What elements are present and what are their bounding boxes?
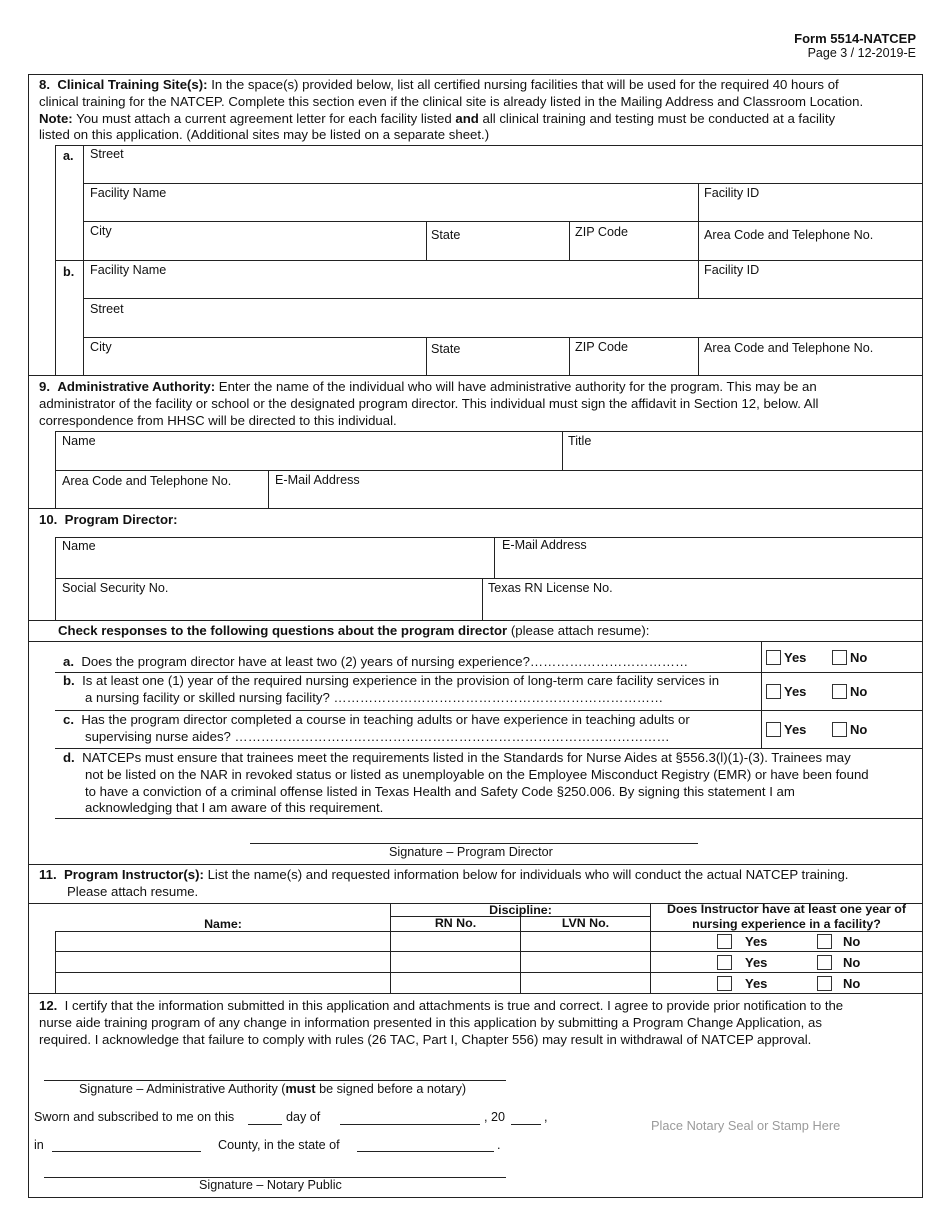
director-ssn-input[interactable]	[56, 597, 481, 619]
page-info: Page 3 / 12-2019-E	[807, 46, 916, 60]
question-c: c. Has the program director completed a course in teaching adults or have experience in teaching adults or supervising nurse aides? ………………………………………………………………………………………	[63, 712, 690, 744]
director-ssn-label: Social Security No.	[62, 581, 169, 595]
site-a-zip-label: ZIP Code	[575, 225, 628, 239]
col-name-header: Name:	[204, 917, 242, 931]
director-questions-heading: Check responses to the following questions about the program director (please attach resume):	[58, 623, 650, 638]
site-b-facility-name-label: Facility Name	[90, 263, 167, 277]
in-label: in	[34, 1138, 44, 1152]
section-9-title: Administrative Authority:	[57, 379, 216, 394]
site-b-state-label: State	[431, 342, 461, 356]
site-a-facility-id-label: Facility ID	[704, 186, 760, 200]
instructor-1-no-checkbox[interactable]	[817, 934, 832, 949]
question-a-yes-label: Yes	[784, 650, 807, 665]
instructor-2-rn-input[interactable]	[391, 952, 520, 972]
instructor-3-lvn-input[interactable]	[521, 973, 650, 993]
form-number: Form 5514-NATCEP	[794, 31, 916, 46]
question-c-no-checkbox[interactable]	[832, 722, 847, 737]
site-a-phone-input[interactable]	[699, 243, 921, 260]
day-of-label: day of	[286, 1110, 321, 1124]
director-signature-label: Signature – Program Director	[389, 845, 553, 859]
question-c-no-label: No	[850, 722, 868, 737]
admin-phone-input[interactable]	[56, 489, 267, 507]
site-b-street-label: Street	[90, 302, 124, 316]
site-a-facility-name-input[interactable]	[84, 201, 697, 221]
site-a-street-input[interactable]	[84, 162, 922, 182]
section-8-intro: 8. Clinical Training Site(s): In the space(s) provided below, list all certified nursing facilities that will be used for the required 40 hours of clinical training for the NATCEP. Complete this section even if the clinical site is already listed in the Mailing Address and Classroom Location. Note: You must attach a current agreement letter for each facility listed and all clinical training and testing must be conducted at a facility listed on this application. (Additional sites may be listed on a separate sheet.)	[39, 77, 864, 143]
notary-seal-placeholder: Place Notary Seal or Stamp Here	[651, 1118, 841, 1133]
admin-name-label: Name	[62, 434, 96, 448]
instructor-3-no-checkbox[interactable]	[817, 976, 832, 991]
sworn-label: Sworn and subscribed to me on this	[34, 1110, 235, 1124]
site-b-facility-id-input[interactable]	[699, 278, 921, 298]
director-rn-license-input[interactable]	[483, 597, 921, 619]
section-8-title: Clinical Training Site(s):	[57, 77, 208, 92]
section-9-intro: 9. Administrative Authority: Enter the name of the individual who will have administrative authority for the program. This may be an administrator of the facility or school or the designated program director. This individual must sign the affidavit in Section 12, below. All correspondence from HHSC will be directed to this individual.	[39, 379, 819, 428]
admin-signature-input[interactable]	[44, 1060, 506, 1080]
question-b-yes-checkbox[interactable]	[766, 684, 781, 699]
instructor-1-no-label: No	[843, 934, 861, 949]
section-12-certification: 12. I certify that the information submitted in this application and attachments is true and correct. I agree to provide prior notification to the nurse aide training program of any change in information presented in this application by submitting a Program Change Application, as required. I acknowledge that failure to comply with rules (26 TAC, Part I, Chapter 556) may result in withdrawal of NATCEP approval.	[39, 998, 844, 1047]
county-input[interactable]	[52, 1137, 201, 1151]
state-period: .	[497, 1138, 501, 1152]
instructor-2-yes-checkbox[interactable]	[717, 955, 732, 970]
site-a-facility-name-label: Facility Name	[90, 186, 167, 200]
instructor-3-no-label: No	[843, 976, 861, 991]
instructor-3-rn-input[interactable]	[391, 973, 520, 993]
site-b-facility-name-input[interactable]	[84, 278, 697, 298]
instructor-3-yes-checkbox[interactable]	[717, 976, 732, 991]
site-a-street-label: Street	[90, 147, 124, 161]
question-b: b. Is at least one (1) year of the required nursing experience in the provision of long-term care facility services in a nursing facility or skilled nursing facility? …………………………………………………………………	[63, 673, 720, 705]
admin-title-input[interactable]	[563, 449, 921, 469]
question-b-no-label: No	[850, 684, 868, 699]
question-a-no-label: No	[850, 650, 868, 665]
site-b-city-label: City	[90, 340, 112, 354]
director-rn-license-label: Texas RN License No.	[488, 581, 613, 595]
instructor-2-no-checkbox[interactable]	[817, 955, 832, 970]
site-b-facility-id-label: Facility ID	[704, 263, 760, 277]
instructor-1-rn-input[interactable]	[391, 932, 520, 951]
admin-phone-label: Area Code and Telephone No.	[62, 474, 232, 488]
director-name-input[interactable]	[56, 555, 493, 577]
col-lvn-header: LVN No.	[561, 916, 610, 930]
sworn-day-input[interactable]	[248, 1110, 282, 1124]
county-label: County, in the state of	[218, 1138, 340, 1152]
admin-email-input[interactable]	[269, 488, 921, 507]
instructor-2-yes-label: Yes	[745, 955, 768, 970]
instructor-3-yes-label: Yes	[745, 976, 768, 991]
instructor-2-no-label: No	[843, 955, 861, 970]
site-b-phone-label: Area Code and Telephone No.	[704, 341, 874, 355]
site-b-state-input[interactable]	[427, 358, 568, 374]
section-11-intro: 11. Program Instructor(s): List the name(s) and requested information below for individuals who will conduct the actual NATCEP training. Please attach resume.	[39, 867, 849, 899]
year-comma: ,	[544, 1110, 548, 1124]
site-a-zip-input[interactable]	[570, 240, 697, 260]
col-discipline-header: Discipline:	[489, 903, 552, 917]
question-a: a. Does the program director have at least two (2) years of nursing experience?………………………………	[63, 654, 689, 669]
site-a-state-input[interactable]	[427, 243, 568, 260]
section-11-title: Program Instructor(s):	[63, 867, 204, 882]
question-b-yes-label: Yes	[784, 684, 807, 699]
instructor-1-yes-label: Yes	[745, 934, 768, 949]
sworn-month-input[interactable]	[340, 1110, 480, 1124]
site-b-street-input[interactable]	[84, 317, 922, 337]
sworn-year-input[interactable]	[511, 1110, 541, 1124]
instructor-2-lvn-input[interactable]	[521, 952, 650, 972]
site-a-city-label: City	[90, 224, 112, 238]
instructor-3-name-input[interactable]	[56, 973, 390, 993]
site-a-state-label: State	[431, 228, 461, 242]
question-a-yes-checkbox[interactable]	[766, 650, 781, 665]
site-a-letter: a.	[63, 149, 74, 163]
director-email-input[interactable]	[495, 554, 921, 577]
director-name-label: Name	[62, 539, 96, 553]
admin-name-input[interactable]	[56, 449, 561, 469]
col-rn-header: RN No.	[434, 916, 477, 930]
site-a-phone-label: Area Code and Telephone No.	[704, 228, 874, 242]
admin-email-label: E-Mail Address	[275, 473, 360, 487]
director-email-label: E-Mail Address	[502, 538, 587, 552]
question-a-no-checkbox[interactable]	[832, 650, 847, 665]
section-10-title: 10. Program Director:	[39, 512, 178, 527]
admin-title-label: Title	[568, 434, 592, 448]
question-c-yes-checkbox[interactable]	[766, 722, 781, 737]
site-b-city-input[interactable]	[84, 355, 425, 374]
col-experience-header: Does Instructor have at least one year of nursing experience in a facility?	[667, 902, 906, 931]
director-signature-input[interactable]	[250, 822, 698, 843]
year-prefix-label: , 20	[484, 1110, 506, 1124]
site-a-city-input[interactable]	[84, 240, 425, 260]
site-b-zip-label: ZIP Code	[575, 340, 628, 354]
question-c-yes-label: Yes	[784, 722, 807, 737]
instructor-1-lvn-input[interactable]	[521, 932, 650, 951]
instructor-1-name-input[interactable]	[56, 932, 390, 951]
state-input[interactable]	[357, 1137, 494, 1151]
site-b-zip-input[interactable]	[570, 355, 697, 374]
instructor-2-name-input[interactable]	[56, 952, 390, 972]
site-b-letter: b.	[63, 265, 75, 279]
statement-d: d. NATCEPs must ensure that trainees meet the requirements listed in the Standards for Nurse Aides at §556.3(l)(1)-(3). Trainees may not be listed on the NAR in revoked status or listed as unemployable on the Employee Misconduct Registry (EMR) or have been found to have a conviction of a criminal offense listed in Texas Health and Safety Code §250.006. By signing this statement I am acknowledging that I am aware of this requirement.	[63, 750, 869, 816]
question-b-no-checkbox[interactable]	[832, 684, 847, 699]
site-b-phone-input[interactable]	[699, 357, 921, 374]
notary-signature-input[interactable]	[44, 1157, 506, 1177]
notary-signature-label: Signature – Notary Public	[199, 1178, 342, 1192]
site-a-facility-id-input[interactable]	[699, 201, 921, 221]
form-header	[794, 31, 916, 60]
admin-signature-label: Signature – Administrative Authority (must be signed before a notary)	[79, 1082, 467, 1096]
instructor-1-yes-checkbox[interactable]	[717, 934, 732, 949]
